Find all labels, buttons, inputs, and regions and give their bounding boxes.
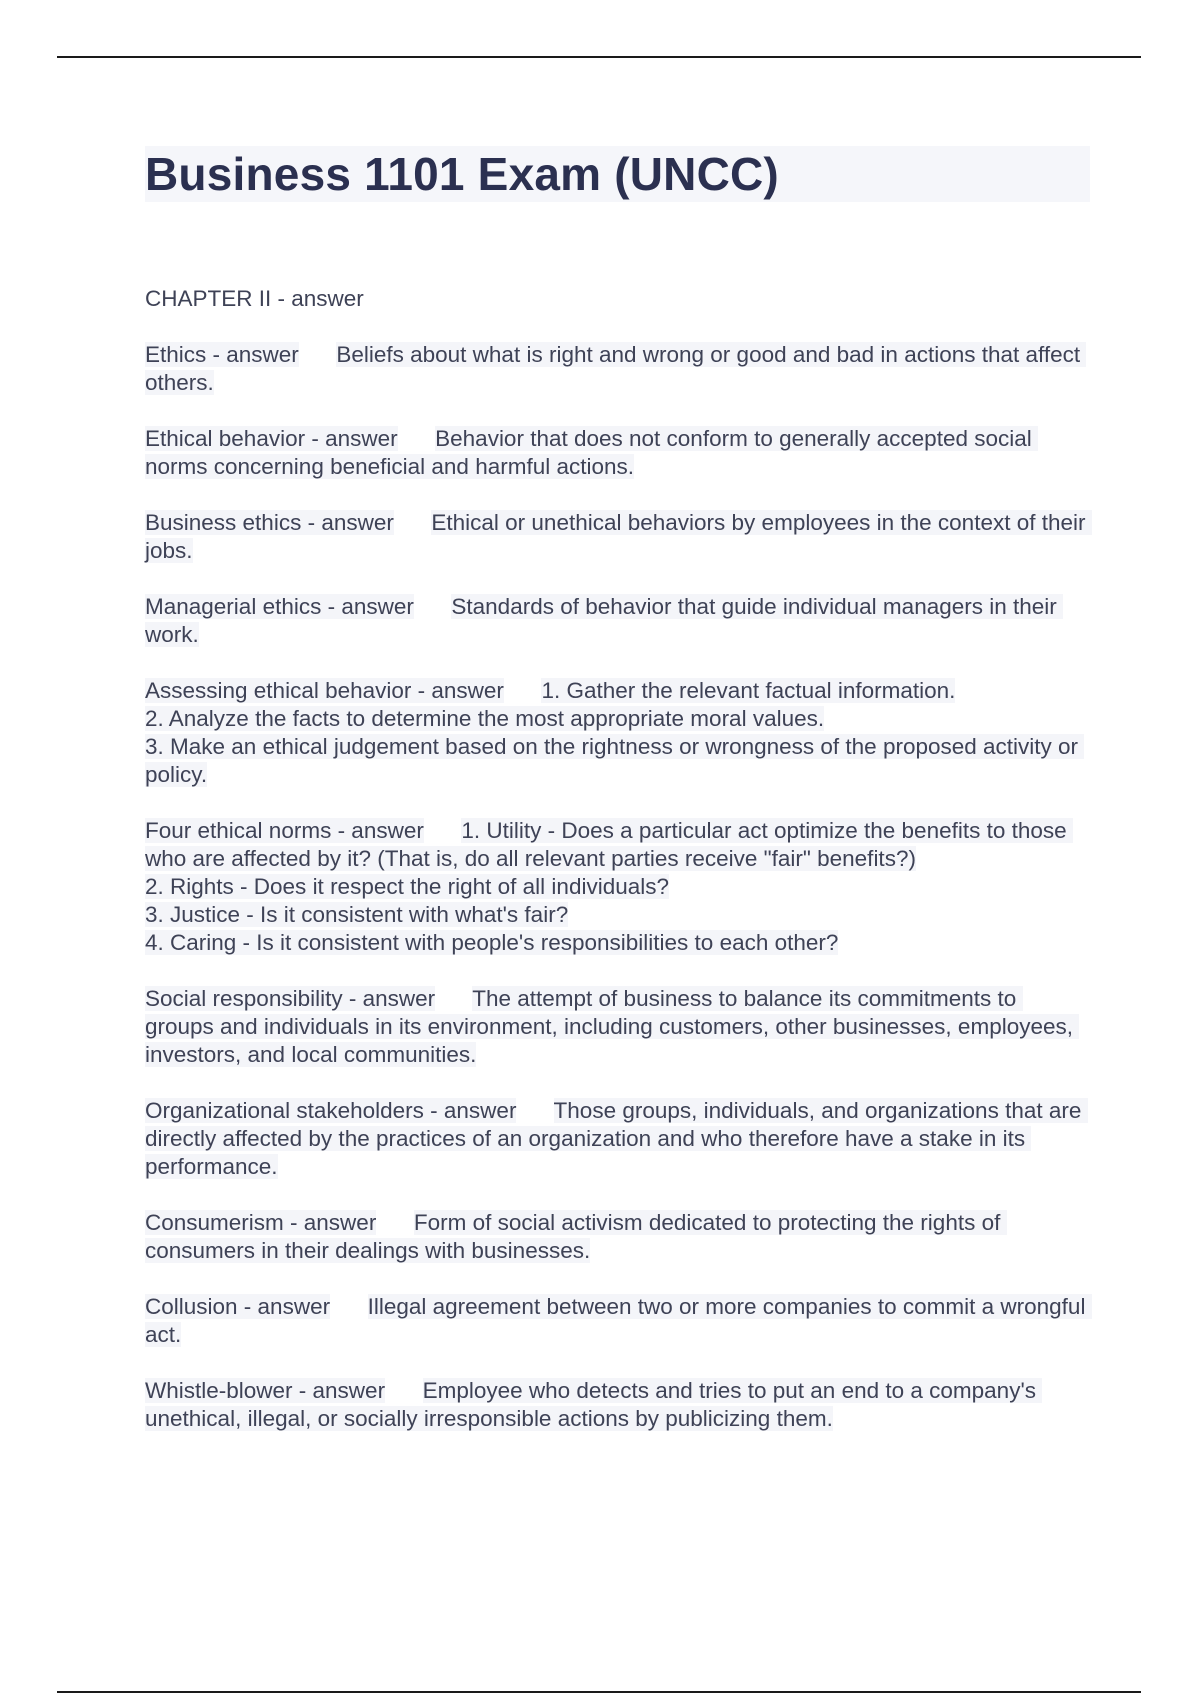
entry-definition: Behavior that does not conform to generally accepted social norms concerning beneficial and harmful actions. [145, 426, 1039, 479]
document-title: Business 1101 Exam (UNCC) [145, 148, 779, 200]
entry-ethical-behavior [145, 425, 1090, 481]
entry-ethics [145, 341, 1090, 397]
entry-definition: Employee who detects and tries to put an end to a company's unethical, illegal, or socially irresponsible actions by publicizing them. [145, 1378, 1043, 1431]
entry-term: Managerial ethics - answer [145, 594, 414, 619]
entry-definition: The attempt of business to balance its commitments to groups and individuals in its environment, including customers, other businesses, employees, investors, and local communities. [145, 986, 1080, 1067]
entry-term: Whistle-blower - answer [145, 1378, 386, 1403]
entry-collusion [145, 1293, 1090, 1349]
entry-term: Organizational stakeholders - answer [145, 1098, 517, 1123]
entry-assessing-ethical-behavior [145, 677, 1090, 789]
entry-term: Assessing ethical behavior - answer [145, 678, 504, 703]
entry-term: Ethical behavior - answer [145, 426, 398, 451]
entry-term: Four ethical norms - answer [145, 818, 424, 843]
entry-definition: 1. Gather the relevant factual information. 2. Analyze the facts to determine the most appropriate moral values. 3. Make an ethical judgement based on the rightness or wrongness of the proposed activity or policy. [145, 678, 1084, 787]
chapter-heading: CHAPTER II - answer [145, 286, 364, 311]
entry-definition: Beliefs about what is right and wrong or good and bad in actions that affect others. [145, 342, 1087, 395]
entry-definition: Ethical or unethical behaviors by employees in the context of their jobs. [145, 510, 1092, 563]
entry-term: Business ethics - answer [145, 510, 394, 535]
title-band [145, 146, 1090, 202]
entry-definition: Standards of behavior that guide individual managers in their work. [145, 594, 1064, 647]
entry-list [145, 285, 1090, 1433]
entry-term: Ethics - answer [145, 342, 299, 367]
bottom-rule [57, 1691, 1141, 1693]
entry-definition: 1. Utility - Does a particular act optimize the benefits to those who are affected by it? (That is, do all relevant parties receive "fair" benefits?) 2. Rights - Does it respect the right of all individuals? 3. Justice - Is it consistent with what's fair? 4. Caring - Is it consistent with people's responsibilities to each other? [145, 818, 1073, 955]
entry-definition: Form of social activism dedicated to protecting the rights of consumers in their dealings with businesses. [145, 1210, 1007, 1263]
entry-term: Consumerism - answer [145, 1210, 377, 1235]
entry-social-responsibility [145, 985, 1090, 1069]
entry-definition: Those groups, individuals, and organizations that are directly affected by the practices of an organization and who therefore have a stake in its performance. [145, 1098, 1088, 1179]
top-rule [57, 56, 1141, 58]
document-body [145, 146, 1090, 1461]
entry-definition: Illegal agreement between two or more companies to commit a wrongful act. [145, 1294, 1092, 1347]
entry-managerial-ethics [145, 593, 1090, 649]
entry-organizational-stakeholders [145, 1097, 1090, 1181]
entry-business-ethics [145, 509, 1090, 565]
entry-whistle-blower [145, 1377, 1090, 1433]
entry-term: Collusion - answer [145, 1294, 331, 1319]
entry-consumerism [145, 1209, 1090, 1265]
entry-four-ethical-norms [145, 817, 1090, 957]
entry-term: Social responsibility - answer [145, 986, 436, 1011]
